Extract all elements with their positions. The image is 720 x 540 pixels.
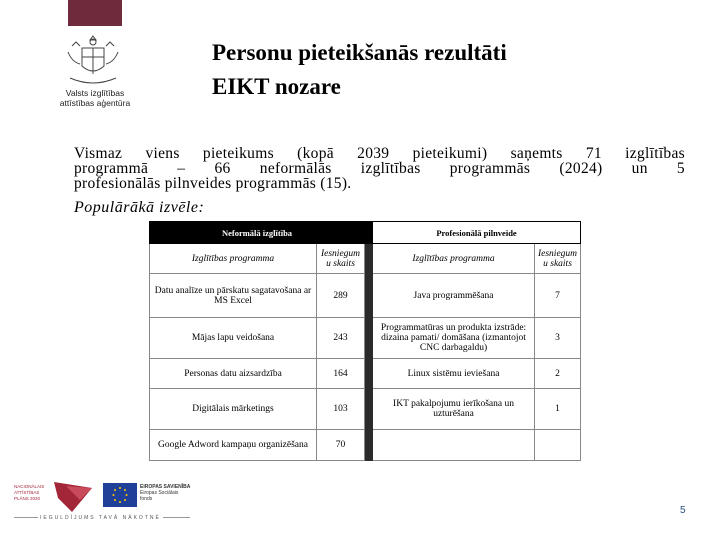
- column-gap: [365, 389, 373, 430]
- intro-paragraph: [74, 146, 685, 191]
- table-row: [150, 274, 581, 318]
- page-number: 5: [680, 505, 686, 516]
- left-group-header: Neformālā izglītība: [150, 222, 365, 244]
- table-column-header: [150, 244, 581, 274]
- svg-text:NACIONĀLAIS: NACIONĀLAIS: [14, 484, 45, 489]
- org-line-2: attīstības aģentūra: [59, 98, 131, 108]
- org-line-1: Valsts izglītības: [65, 88, 125, 98]
- intro-line-3: profesionālās pilnveides programmās (15).: [74, 175, 352, 192]
- title-line-1: Personu pieteikšanās rezultāti: [212, 40, 507, 65]
- column-gap: [365, 359, 373, 389]
- eu-fund-text: [140, 484, 200, 502]
- right-count-cell: 3: [535, 318, 581, 359]
- national-development-plan-logo: [14, 478, 94, 514]
- eu-flag-icon: [103, 483, 137, 507]
- column-gap: [365, 244, 373, 274]
- svg-text:ATTĪSTĪBAS: ATTĪSTĪBAS: [14, 490, 40, 495]
- coat-of-arms-icon: [62, 32, 124, 88]
- eu-text-line-1: EIROPAS SAVIENĪBA: [140, 484, 191, 490]
- column-gap: [365, 274, 373, 318]
- top-color-bar: [68, 0, 122, 26]
- left-count-cell: 164: [317, 359, 365, 389]
- results-table: [149, 221, 581, 461]
- title-line-2: EIKT nozare: [212, 74, 341, 99]
- right-count-header: Iesniegum u skaits: [535, 244, 581, 274]
- table-row: [150, 430, 581, 461]
- intro-line-2: programmā – 66 neformālās izglītības programmās (2024) un 5: [74, 160, 685, 177]
- left-count-cell: 70: [317, 430, 365, 461]
- column-gap: [365, 318, 373, 359]
- table-row: [150, 389, 581, 430]
- left-program-cell: Personas datu aizsardzība: [150, 359, 317, 389]
- left-program-cell: Google Adword kampaņu organizēšana: [150, 430, 317, 461]
- left-program-cell: Mājas lapu veidošana: [150, 318, 317, 359]
- left-count-cell: 103: [317, 389, 365, 430]
- right-program-cell: [373, 430, 535, 461]
- right-count-cell: [535, 430, 581, 461]
- left-program-header: Izglītības programma: [150, 244, 317, 274]
- left-count-cell: 243: [317, 318, 365, 359]
- left-program-cell: Digitālais mārketings: [150, 389, 317, 430]
- right-program-cell: IKT pakalpojumu ierīkošana un uzturēšana: [373, 389, 535, 430]
- table-group-header: [150, 222, 581, 244]
- right-program-cell: Programmatūras un produkta izstrāde: dizaina pamati/ domāšana (izmantojot CNC darbagaldu): [373, 318, 535, 359]
- popular-choice-label: Populārākā izvēle:: [74, 199, 205, 216]
- eu-text-line-3: fonds: [140, 496, 153, 502]
- table-row: [150, 318, 581, 359]
- table-row: [150, 359, 581, 389]
- right-count-cell: 1: [535, 389, 581, 430]
- footer-slogan: IEGULDĪJUMS TAVĀ NĀKOTNĒ: [40, 515, 161, 521]
- right-group-header: Profesionālā pilnveide: [373, 222, 581, 244]
- right-count-cell: 2: [535, 359, 581, 389]
- intro-line-1: Vismaz viens pieteikums (kopā 2039 pieteikumi) saņemts 71 izglītības: [74, 145, 685, 162]
- page-title: [212, 36, 507, 104]
- eu-text-line-2: Eiropas Sociālais: [140, 490, 179, 496]
- column-gap: [365, 222, 373, 244]
- right-program-cell: Java programmēšana: [373, 274, 535, 318]
- column-gap: [365, 430, 373, 461]
- svg-text:PLĀNS 2020: PLĀNS 2020: [14, 496, 41, 501]
- org-name: [50, 88, 140, 108]
- left-count-cell: 289: [317, 274, 365, 318]
- right-program-cell: Linux sistēmu ieviešana: [373, 359, 535, 389]
- left-count-header: Iesniegum u skaits: [317, 244, 365, 274]
- right-count-cell: 7: [535, 274, 581, 318]
- left-program-cell: Datu analīze un pārskatu sagatavošana ar MS Excel: [150, 274, 317, 318]
- right-program-header: Izglītības programma: [373, 244, 535, 274]
